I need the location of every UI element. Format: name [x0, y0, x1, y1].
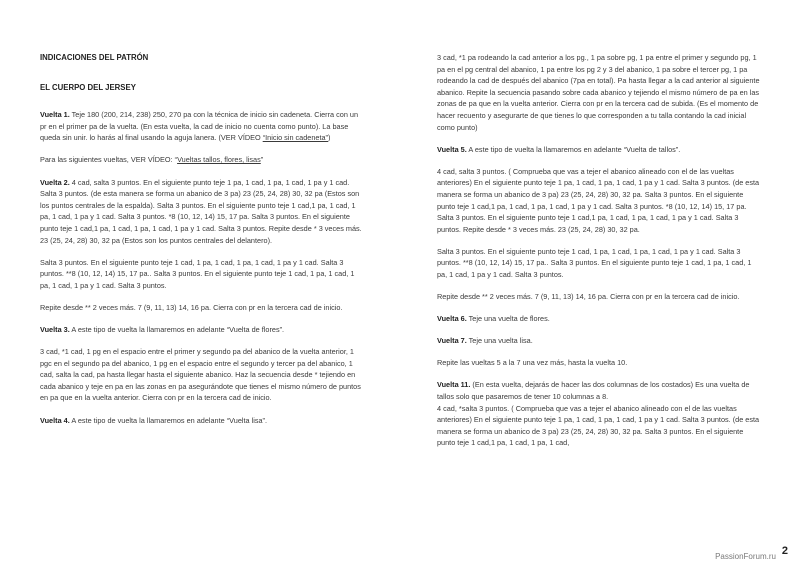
row-7-label: Vuelta 7. [437, 336, 467, 346]
row-2-paragraph [40, 177, 366, 247]
row-2-label: Vuelta 2. [40, 177, 70, 187]
row-5-text: A este tipo de vuelta la llamaremos en adelante “Vuelta de tallos”. [466, 144, 681, 154]
row-6-paragraph [437, 313, 760, 325]
row-2-continuation: Salta 3 puntos. En el siguiente punto teje 1 cad, 1 pa, 1 cad, 1 pa, 1 cad, 1 pa y 1 cad. Salta 3 puntos. **8 (10, 12, 14) 15, 17 pa.. Salta 3 puntos. En el siguiente punto teje 1 cad, 1 pa, 1 cad, 1 pa, 1 cad, 1 pa y 1 cad. Salta 3 puntos. [40, 257, 355, 290]
row-3-paragraph [40, 324, 366, 336]
row-6-label: Vuelta 6. [437, 314, 467, 324]
row-1-text: Teje 180 (200, 214, 238) 250, 270 pa con la técnica de inicio sin cadeneta. Cierra con un pr en el primer pa de la vuelta. (En esta vuelta, la cad de inicio no cuenta como punto). La base queda sin unir. lo harás al final usando la aguja lanera. (VER VÍDEO [40, 110, 359, 143]
row-3-text: A este tipo de vuelta la llamaremos en adelante “Vuelta de flores”. [69, 325, 285, 334]
row-3-body: 3 cad, *1 cad, 1 pg en el espacio entre el primer y segundo pa del abanico de la vuelta anterior, 1 pgc en el segundo pa del abanico, 1 pg en el espacio entre el segundo y tercer pa del abanico, 1 cad, salta la cad, pa hasta llegar hasta el siguiente abanico. Haz la secuencia desde * tejiendo en cada abanico y teje en pa en las zonas en pa asegurándote que tienes el mismo número de puntos en pa que en la vuelta anterior. Cierra con pr en la tercera cad de inicio. [40, 347, 361, 403]
video-note-intro: Para las siguientes vueltas, VER VÍDEO: “ [40, 155, 178, 165]
video-note-end: ” [260, 155, 264, 165]
row-4-paragraph [40, 415, 366, 427]
row-4-label: Vuelta 4. [40, 415, 70, 425]
row-7-text: Teje una vuelta lisa. [466, 336, 533, 346]
row-1-end: ) [328, 133, 331, 143]
row-1-paragraph [40, 109, 366, 144]
row-3-label: Vuelta 3. [40, 325, 70, 334]
row-6-text: Teje una vuelta de flores. [466, 314, 550, 324]
video-link-vueltas[interactable]: Vueltas tallos, flores, lisas [177, 155, 261, 165]
page-number: 2 [781, 545, 788, 557]
row-2-repeat: Repite desde ** 2 veces más. 7 (9, 11, 13) 14, 16 pa. Cierra con pr en la tercera cad de inicio. [40, 302, 343, 312]
row-11-text: (En esta vuelta, dejarás de hacer las dos columnas de los costados) Es una vuelta de tallos solo que pasaremos de tener 10 columnas a 8. [437, 380, 750, 402]
section-heading: EL CUERPO DEL JERSEY [40, 82, 136, 92]
row-5-label: Vuelta 5. [437, 144, 467, 154]
pattern-heading: INDICACIONES DEL PATRÓN [40, 53, 149, 62]
row-5-repeat: Repite desde ** 2 veces más. 7 (9, 11, 13) 14, 16 pa. Cierra con pr en la tercera cad de inicio. [437, 292, 740, 302]
row-2-text: 4 cad, salta 3 puntos. En el siguiente punto teje 1 pa, 1 cad, 1 pa, 1 cad, 1 pa y 1 cad. Salta 3 puntos. (de esta manera se forma un abanico de 3 pa) 23 (25, 24, 28) 30, 32 pa (Estos son los puntos centrales de la espalda). Salta 3 puntos. En el siguiente punto teje 1 cad,1 pa, 1 cad, 1 pa, 1 cad, 1 pa y 1 cad. Salta 3 puntos. *8 (10, 12, 14) 15, 17 pa. Salta 3 puntos. En el siguiente punto teje 1 cad,1 pa, 1 cad, 1 pa, 1 cad, 1 pa y 1 cad. Salta 3 puntos. Repite desde * 3 veces más. 23 (25, 24, 28) 30, 32 pa (Estos son los puntos centrales del delantero). [40, 177, 362, 245]
row-5-body: 4 cad, salta 3 puntos. ( Comprueba que vas a tejer el abanico alineado con el de las vueltas anteriores) En el siguiente punto teje 1 pa, 1 cad, 1 pa, 1 cad, 1 pa y 1 cad. Salta 3 puntos. (de esta manera se forma un abanico de 3 pa) 23 (25, 24, 28) 30, 32 pa. Salta 3 puntos. En el siguiente punto teje 1 cad,1 pa, 1 cad, 1 pa, 1 cad, 1 pa y 1 cad. Salta 3 puntos. *8 (10, 12, 14) 15, 17 pa. Salta 3 puntos. En el siguiente punto teje 1 cad,1 pa, 1 cad, 1 pa, 1 cad, 1 pa y 1 cad. Salta 3 puntos. Repite desde * 3 veces más. 23 (25, 24, 28) 30, 32 pa. [437, 166, 760, 234]
row-4-body: 3 cad, *1 pa rodeando la cad anterior a los pg., 1 pa sobre pg, 1 pa entre el primer y segundo pg, 1 pa en el pg central del abanico, 1 pa entre los pg 2 y 3 del abanico, 1 pa sobre el tercer pg, 1 pa rodeando la cad de después del abanico (7pa en total). Pa hasta llegar a la cad anterior al siguiente abanico. Repite la secuencia pasando sobre cada abanico y tejiendo el mismo número de pa en las zonas de pa que en la vuelta anterior. Cierra con pr en la tercera cad de subida. (Es el momento de hacer recuento y asegurarte de que tienes lo que corresponden a tu talla contando la cad inicial como punto) [437, 53, 760, 132]
row-11-paragraph [437, 379, 760, 402]
forum-watermark: PassionForum.ru [715, 552, 776, 561]
row-4-text: A este tipo de vuelta la llamaremos en adelante “Vuelta lisa”. [69, 415, 268, 425]
row-7-paragraph [437, 335, 760, 347]
left-column [40, 52, 366, 426]
row-1-label: Vuelta 1. [40, 110, 70, 120]
row-11-label: Vuelta 11. [437, 380, 471, 390]
right-column [437, 52, 760, 449]
row-5-continuation: Salta 3 puntos. En el siguiente punto teje 1 cad, 1 pa, 1 cad, 1 pa, 1 cad, 1 pa y 1 cad. Salta 3 puntos. **8 (10, 12, 14) 15, 17 pa.. Salta 3 puntos. En el siguiente punto teje 1 cad, 1 pa, 1 cad, 1 pa, 1 cad, 1 pa y 1 cad. Salta 3 puntos. [437, 246, 752, 279]
row-5-paragraph [437, 144, 760, 156]
repeat-rows-note: Repite las vueltas 5 a la 7 una vez más, hasta la vuelta 10. [437, 358, 628, 368]
video-link-inicio[interactable]: “Inicio sin cadeneta” [262, 133, 328, 143]
row-11-body: 4 cad, *salta 3 puntos. ( Comprueba que vas a tejer el abanico alineado con el de las vueltas anteriores) En el siguiente punto teje 1 pa, 1 cad, 1 pa, 1 cad, 1 pa y 1 cad. Salta 3 puntos. (de esta manera se forma un abanico de 3 pa) 23 (25, 24, 28) 30, 32 pa. Salta 3 puntos. En el siguiente punto teje 1 cad,1 pa, 1 cad, 1 pa, 1 cad, [437, 403, 760, 448]
video-note-paragraph [40, 154, 366, 166]
